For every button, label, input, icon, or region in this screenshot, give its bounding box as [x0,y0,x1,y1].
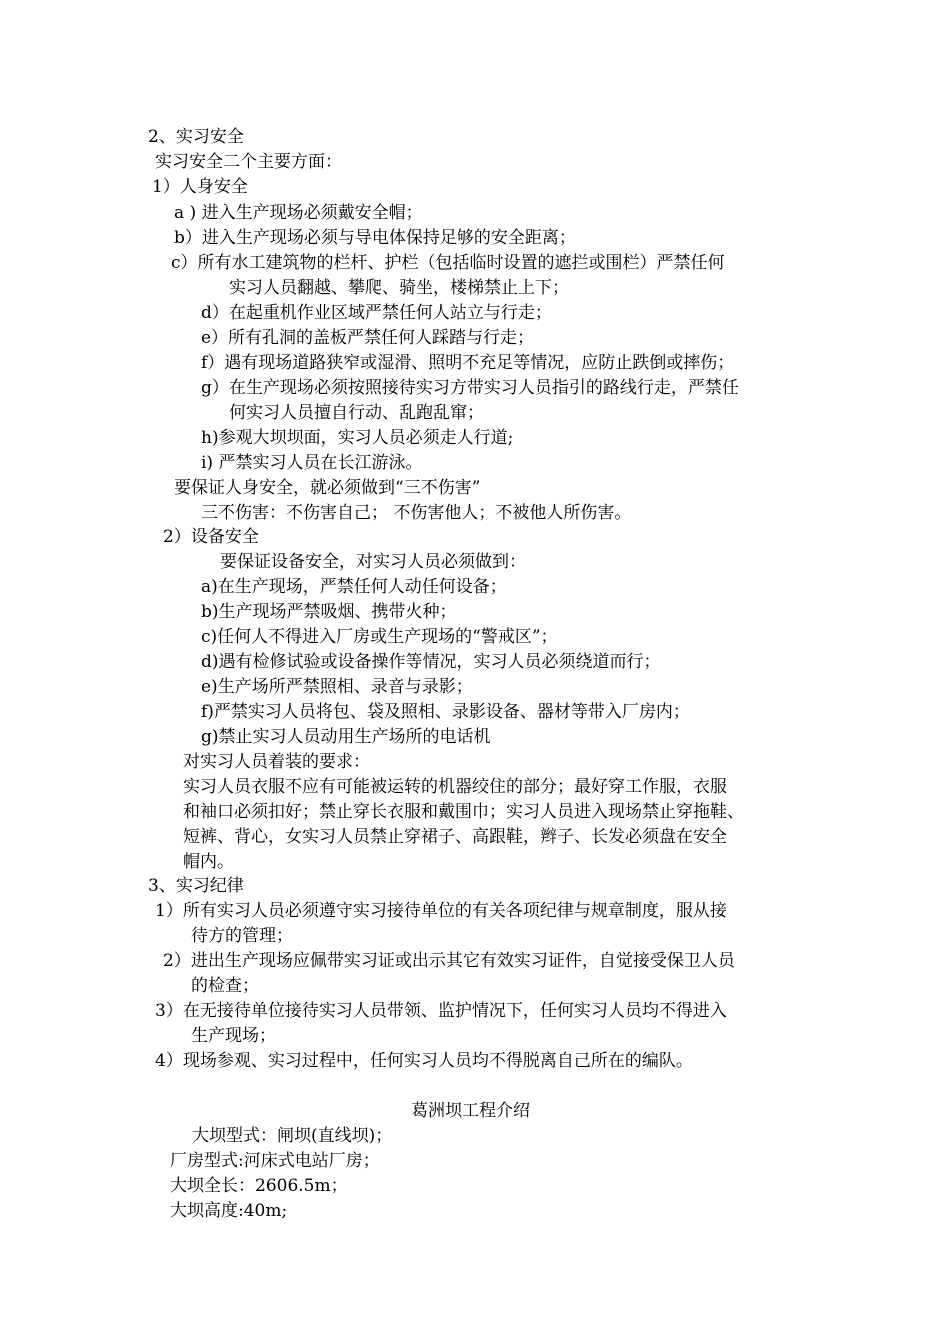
discipline-item-3: 3）在无接待单位接待实习人员带领、监护情况下，任何实习人员均不得进入 [155,1001,727,1021]
section-2-intro: 实习安全二个主要方面： [155,152,342,172]
section-3-heading: 3、实习纪律 [148,876,244,896]
discipline-item-1-cont: 待方的管理； [191,926,293,946]
discipline-item-4: 4）现场参观、实习过程中，任何实习人员均不得脱离自己所在的编队。 [155,1051,693,1071]
gezhouba-fact-plant-type: 厂房型式:河床式电站厂房； [170,1151,380,1171]
equipment-safety-intro: 要保证设备安全，对实习人员必须做到： [220,552,526,572]
three-no-harm: 三不伤害：不伤害自己； 不伤害他人；不被他人所伤害。 [201,503,632,523]
personal-item-b: b）进入生产现场必须与导电体保持足够的安全距离； [174,228,576,248]
personal-item-g-cont: 何实习人员擅自行动、乱跑乱窜； [229,403,484,423]
attire-line-3: 短裤、背心，女实习人员禁止穿裙子、高跟鞋，辫子、长发必须盘在安全 [183,827,727,847]
gezhouba-title: 葛洲坝工程介绍 [411,1101,530,1121]
attire-line-4: 帽内。 [183,852,234,872]
equipment-item-d: d)遇有检修试验或设备操作等情况，实习人员必须绕道而行； [201,652,661,672]
personal-item-e: e）所有孔洞的盖板严禁任何人踩踏与行走； [201,328,535,348]
equipment-item-f: f)严禁实习人员将包、袋及照相、录影设备、器材等带入厂房内； [201,702,690,722]
personal-item-c-cont: 实习人员翻越、攀爬、骑坐，楼梯禁止上下； [229,278,569,298]
personal-item-a: a ) 进入生产现场必须戴安全帽； [174,203,423,223]
equipment-item-a: a)在生产现场，严禁任何人动任何设备； [201,577,507,597]
personal-item-d: d）在起重机作业区域严禁任何人站立与行走； [201,303,552,323]
personal-item-c: c）所有水工建筑物的栏杆、护栏（包括临时设置的遮拦或围栏）严禁任何 [171,253,725,273]
discipline-item-3-cont: 生产现场； [191,1026,276,1046]
equipment-safety-title: 2）设备安全 [163,527,259,547]
section-2-heading: 2、实习安全 [148,127,244,147]
personal-item-f: f）遇有现场道路狭窄或湿滑、照明不充足等情况，应防止跌倒或摔伤； [201,353,735,373]
equipment-item-c: c)任何人不得进入厂房或生产现场的“警戒区”； [201,627,558,647]
gezhouba-fact-dam-type: 大坝型式：闸坝(直线坝)； [192,1126,393,1146]
equipment-item-b: b)生产现场严禁吸烟、携带火种； [201,602,457,622]
personal-item-h: h)参观大坝坝面，实习人员必须走人行道; [201,428,514,448]
gezhouba-fact-height: 大坝高度:40m; [170,1201,288,1221]
equipment-item-g: g)禁止实习人员动用生产场所的电话机 [201,727,491,747]
discipline-item-2: 2）进出生产现场应佩带实习证或出示其它有效实习证件，自觉接受保卫人员 [163,951,735,971]
discipline-item-2-cont: 的检查； [191,976,259,996]
attire-line-2: 和袖口必须扣好；禁止穿长衣服和戴围巾；实习人员进入现场禁止穿拖鞋、 [183,802,744,822]
equipment-item-e: e)生产场所严禁照相、录音与录影； [201,677,473,697]
personal-safety-summary: 要保证人身安全，就必须做到“三不伤害” [174,478,481,498]
discipline-item-1: 1）所有实习人员必须遵守实习接待单位的有关各项纪律与规章制度，服从接 [155,901,727,921]
personal-safety-title: 1）人身安全 [152,177,248,197]
gezhouba-fact-length: 大坝全长：2606.5m； [170,1176,348,1196]
personal-item-g: g）在生产现场必须按照接待实习方带实习人员指引的路线行走，严禁任 [201,378,739,398]
personal-item-i: i) 严禁实习人员在长江游泳。 [201,453,423,473]
attire-line-1: 实习人员衣服不应有可能被运转的机器绞住的部分；最好穿工作服，衣服 [183,777,727,797]
attire-title: 对实习人员着装的要求： [183,752,370,772]
